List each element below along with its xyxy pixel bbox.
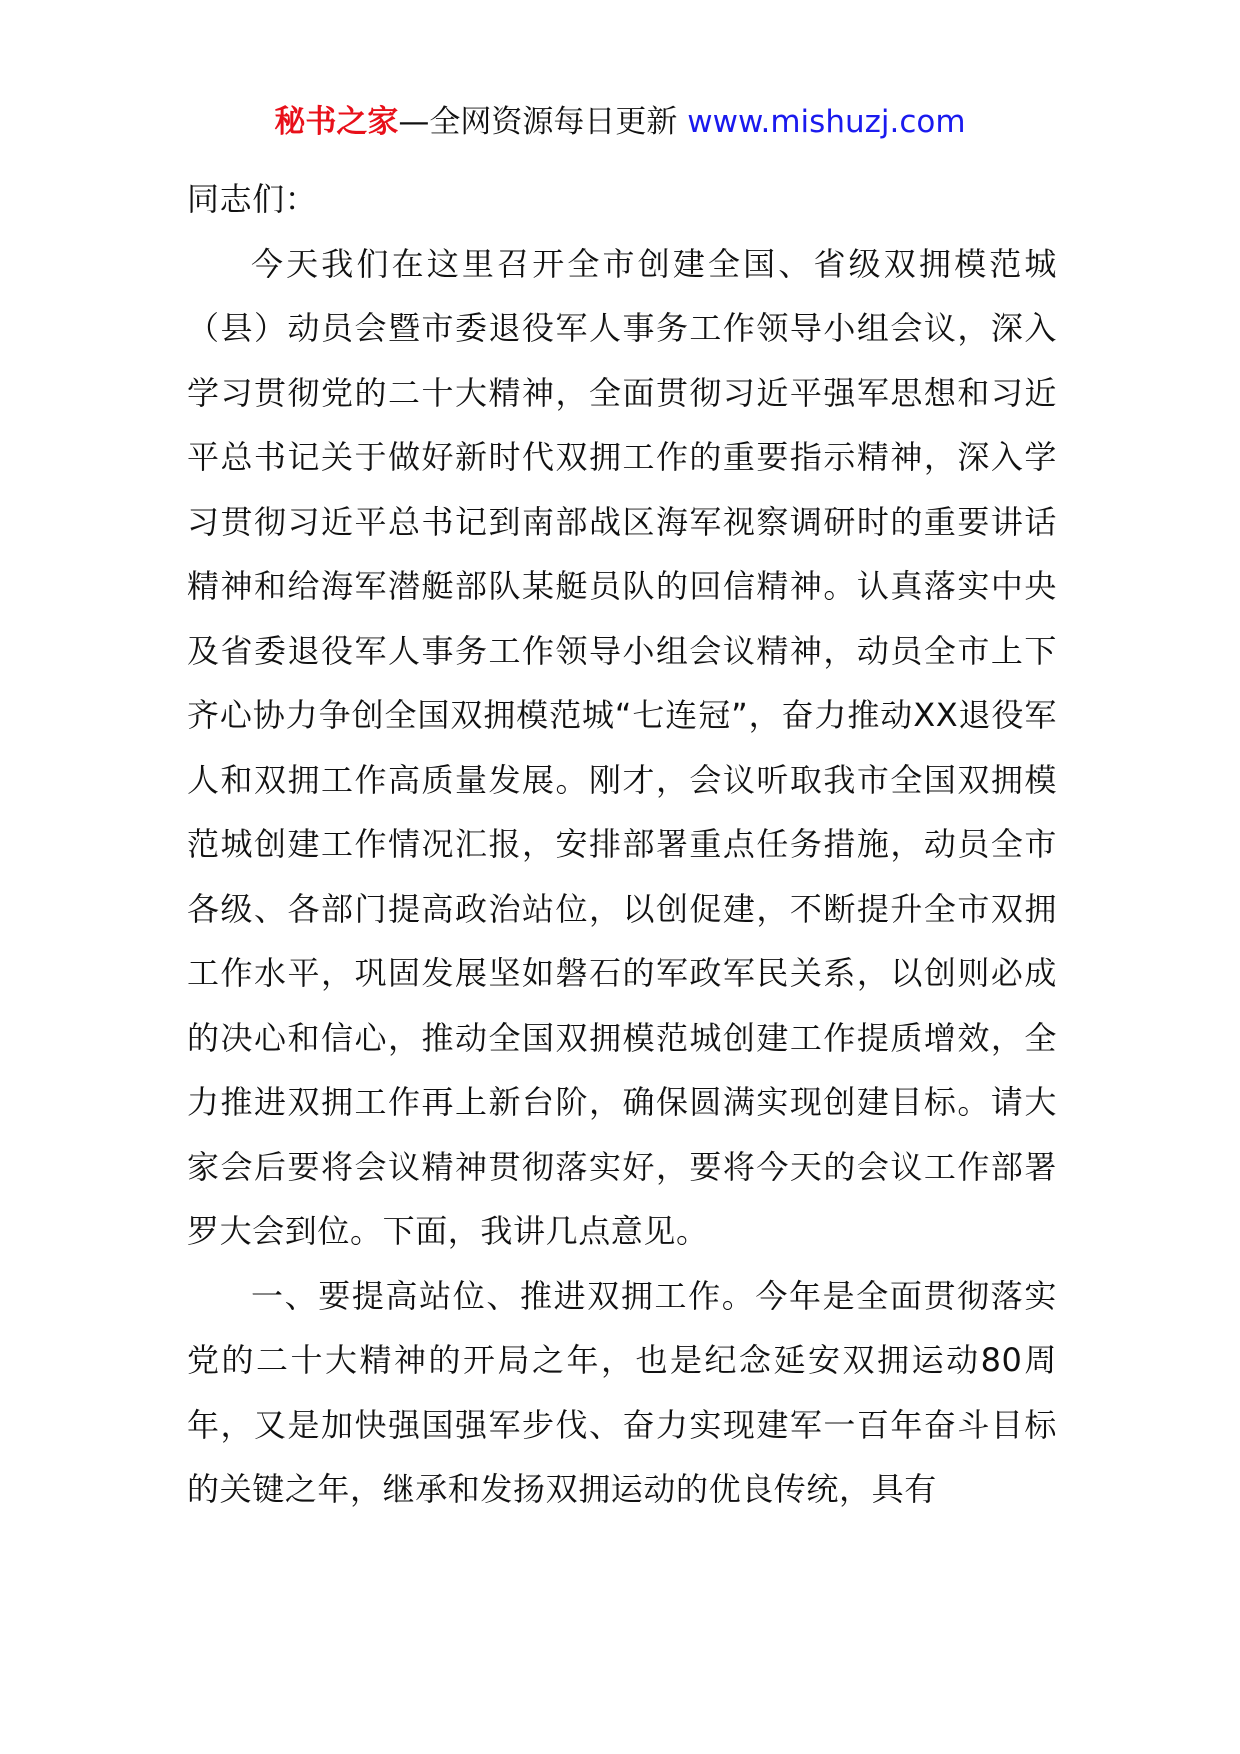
site-slogan: —全网资源每日更新 bbox=[398, 104, 688, 140]
salutation: 同志们： bbox=[187, 180, 318, 218]
site-header bbox=[0, 100, 1240, 144]
document-body bbox=[187, 167, 1057, 1522]
site-brand: 秘书之家 bbox=[274, 104, 399, 140]
site-url-link[interactable]: www.mishuzj.com bbox=[687, 104, 966, 140]
paragraph-intro: 今天我们在这里召开全市创建全国、省级双拥模范城（县）动员会暨市委退役军人事务工作领导小组会议，深入学习贯彻党的二十大精神，全面贯彻习近平强军思想和习近平总书记关于做好新时代双拥工作的重要指示精神，深入学习贯彻习近平总书记到南部战区海军视察调研时的重要讲话精神和给海军潜艇部队某艇员队的回信精神。认真落实中央及省委退役军人事务工作领导小组会议精神，动员全市上下齐心协力争创全国双拥模范城“七连冠”，奋力推动XX退役军人和双拥工作高质量发展。刚才，会议听取我市全国双拥模范城创建工作情况汇报，安排部署重点任务措施，动员全市各级、各部门提高政治站位，以创促建，不断提升全市双拥工作水平，巩固发展坚如磐石的军政军民关系，以创则必成的决心和信心，推动全国双拥模范城创建工作提质增效，全力推进双拥工作再上新台阶，确保圆满实现创建目标。请大家会后要将会议精神贯彻落实好，要将今天的会议工作部署罗大会到位。下面，我讲几点意见。 bbox=[187, 244, 1057, 1250]
paragraph-section-one: 一、要提高站位、推进双拥工作。今年是全面贯彻落实党的二十大精神的开局之年，也是纪念延安双拥运动80周年，又是加快强国强军步伐、奋力实现建军一百年奋斗目标的关键之年，继承和发扬双拥运动的优良传统，具有 bbox=[187, 1276, 1057, 1508]
